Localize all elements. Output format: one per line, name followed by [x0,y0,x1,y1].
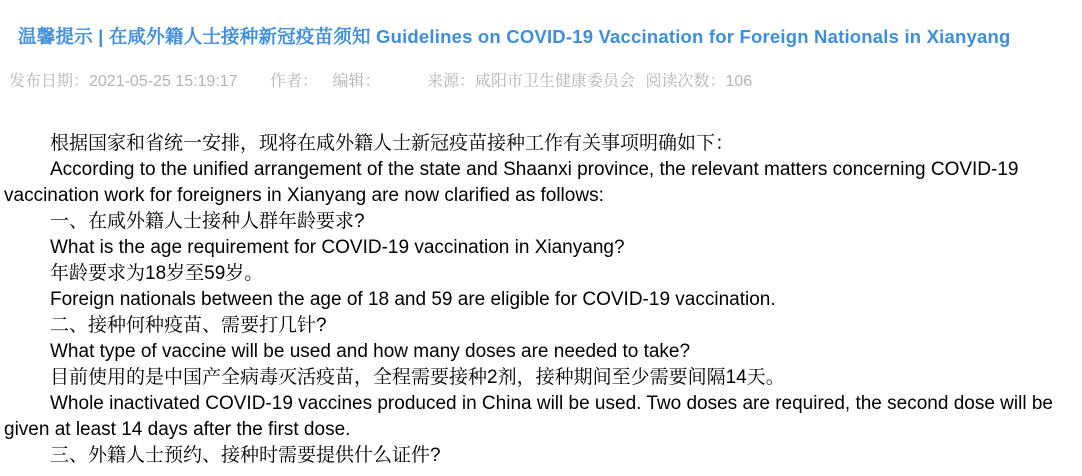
article-paragraph: 三、外籍人士预约、接种时需要提供什么证件? [50,445,441,466]
author-label: 作者： [270,73,319,90]
article-paragraph: Whole inactivated COVID-19 vaccines produced in China will be used. Two doses are required, the second dose will be given at least 14 days after the first dose. [4,393,1053,440]
article-paragraph: 年龄要求为18岁至59岁。 [50,263,264,284]
article-paragraph: 二、接种何种疫苗、需要打几针? [50,315,327,336]
article-paragraph: What type of vaccine will be used and how many doses are needed to take? [50,341,691,362]
editor-label: 编辑： [332,73,381,90]
article-paragraph: According to the unified arrangement of the state and Shaanxi province, the relevant matters concerning COVID-19 vaccination work for foreigners in Xianyang are now clarified as follows: [4,159,1019,206]
article-paragraph: Foreign nationals between the age of 18 and 59 are eligible for COVID-19 vaccination. [50,289,776,310]
article-page [0,25,1082,476]
article-paragraph: 一、在咸外籍人士接种人群年龄要求? [50,211,365,232]
page-title: 温馨提示 | 在咸外籍人士接种新冠疫苗须知 Guidelines on COVID-19 Vaccination for Foreign Nationals in Xianyang [18,26,1011,47]
article-body [0,131,1082,469]
article-meta-row [9,71,1082,93]
source-label: 来源：咸阳市卫生健康委员会 [426,73,635,90]
article-paragraph: 根据国家和省统一安排，现将在咸外籍人士新冠疫苗接种工作有关事项明确如下： [50,133,735,154]
article-paragraph: What is the age requirement for COVID-19 vaccination in Xianyang? [50,237,625,258]
publish-date: 发布日期：2021-05-25 15:19:17 [9,73,238,90]
article-paragraph: 目前使用的是中国产全病毒灭活疫苗，全程需要接种2剂，接种期间至少需要间隔14天。 [50,367,785,388]
view-count: 阅读次数：106 [645,73,753,90]
